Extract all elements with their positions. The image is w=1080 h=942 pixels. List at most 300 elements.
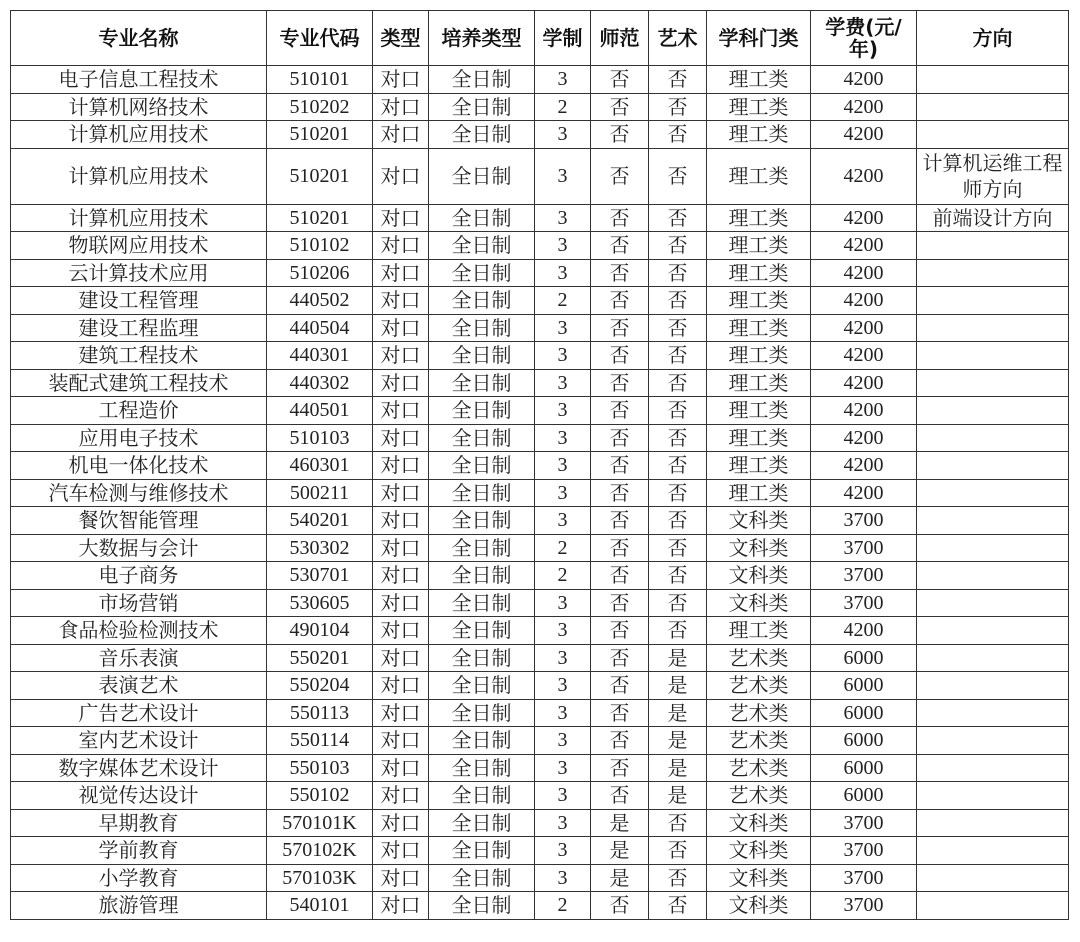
cell-category: 理工类	[707, 232, 811, 260]
cell-direction	[917, 507, 1069, 535]
cell-normal: 否	[591, 699, 649, 727]
cell-duration: 3	[535, 809, 591, 837]
cell-category: 理工类	[707, 287, 811, 315]
cell-normal: 否	[591, 93, 649, 121]
cell-category: 理工类	[707, 314, 811, 342]
cell-type: 对口	[373, 148, 429, 204]
cell-duration: 3	[535, 507, 591, 535]
table-row	[11, 259, 1069, 287]
cell-direction	[917, 66, 1069, 94]
cell-normal: 否	[591, 617, 649, 645]
cell-training-type: 全日制	[429, 727, 535, 755]
cell-normal: 否	[591, 892, 649, 920]
cell-normal: 是	[591, 809, 649, 837]
cell-normal: 否	[591, 342, 649, 370]
cell-direction	[917, 397, 1069, 425]
table-row	[11, 507, 1069, 535]
cell-tuition: 4200	[811, 259, 917, 287]
cell-major-code: 510206	[267, 259, 373, 287]
cell-tuition: 4200	[811, 121, 917, 149]
cell-art: 是	[649, 699, 707, 727]
cell-tuition: 3700	[811, 507, 917, 535]
cell-type: 对口	[373, 589, 429, 617]
table-row	[11, 397, 1069, 425]
cell-category: 理工类	[707, 617, 811, 645]
cell-tuition: 3700	[811, 589, 917, 617]
cell-duration: 3	[535, 66, 591, 94]
cell-direction	[917, 644, 1069, 672]
cell-duration: 3	[535, 424, 591, 452]
cell-major-name: 装配式建筑工程技术	[11, 369, 267, 397]
table-row	[11, 617, 1069, 645]
cell-major-code: 540201	[267, 507, 373, 535]
cell-major-code: 510102	[267, 232, 373, 260]
cell-tuition: 4200	[811, 204, 917, 232]
table-row	[11, 754, 1069, 782]
cell-art: 否	[649, 148, 707, 204]
cell-type: 对口	[373, 672, 429, 700]
cell-major-code: 550102	[267, 782, 373, 810]
cell-major-name: 食品检验检测技术	[11, 617, 267, 645]
cell-art: 否	[649, 534, 707, 562]
cell-art: 否	[649, 204, 707, 232]
cell-major-code: 510202	[267, 93, 373, 121]
cell-major-name: 机电一体化技术	[11, 452, 267, 480]
cell-major-code: 510201	[267, 148, 373, 204]
cell-direction	[917, 121, 1069, 149]
cell-art: 否	[649, 562, 707, 590]
cell-tuition: 6000	[811, 727, 917, 755]
table-row	[11, 287, 1069, 315]
cell-training-type: 全日制	[429, 452, 535, 480]
cell-duration: 3	[535, 589, 591, 617]
header-normal: 师范	[591, 11, 649, 66]
cell-direction: 计算机运维工程师方向	[917, 148, 1069, 204]
cell-tuition: 4200	[811, 617, 917, 645]
cell-major-code: 440301	[267, 342, 373, 370]
cell-category: 理工类	[707, 369, 811, 397]
cell-direction	[917, 892, 1069, 920]
table-row	[11, 589, 1069, 617]
cell-category: 艺术类	[707, 782, 811, 810]
cell-type: 对口	[373, 534, 429, 562]
cell-duration: 3	[535, 369, 591, 397]
cell-major-name: 市场营销	[11, 589, 267, 617]
cell-type: 对口	[373, 507, 429, 535]
cell-type: 对口	[373, 232, 429, 260]
cell-major-name: 建设工程管理	[11, 287, 267, 315]
cell-normal: 否	[591, 232, 649, 260]
table-row	[11, 727, 1069, 755]
cell-tuition: 4200	[811, 424, 917, 452]
cell-training-type: 全日制	[429, 534, 535, 562]
cell-direction	[917, 259, 1069, 287]
header-type: 类型	[373, 11, 429, 66]
cell-training-type: 全日制	[429, 479, 535, 507]
cell-type: 对口	[373, 204, 429, 232]
cell-category: 理工类	[707, 397, 811, 425]
cell-major-code: 550113	[267, 699, 373, 727]
cell-duration: 2	[535, 892, 591, 920]
cell-tuition: 3700	[811, 562, 917, 590]
cell-direction	[917, 672, 1069, 700]
cell-type: 对口	[373, 727, 429, 755]
cell-major-name: 工程造价	[11, 397, 267, 425]
table-row	[11, 121, 1069, 149]
cell-duration: 3	[535, 204, 591, 232]
cell-normal: 否	[591, 287, 649, 315]
cell-tuition: 4200	[811, 342, 917, 370]
cell-major-code: 550204	[267, 672, 373, 700]
cell-tuition: 6000	[811, 782, 917, 810]
majors-table	[10, 10, 1069, 920]
header-row	[11, 11, 1069, 66]
cell-training-type: 全日制	[429, 507, 535, 535]
table-row	[11, 562, 1069, 590]
cell-tuition: 3700	[811, 892, 917, 920]
cell-major-code: 510101	[267, 66, 373, 94]
cell-training-type: 全日制	[429, 66, 535, 94]
header-major-code: 专业代码	[267, 11, 373, 66]
cell-art: 否	[649, 287, 707, 315]
cell-direction	[917, 589, 1069, 617]
cell-major-name: 应用电子技术	[11, 424, 267, 452]
cell-training-type: 全日制	[429, 617, 535, 645]
cell-type: 对口	[373, 644, 429, 672]
cell-major-name: 表演艺术	[11, 672, 267, 700]
cell-direction	[917, 534, 1069, 562]
cell-training-type: 全日制	[429, 589, 535, 617]
table-row	[11, 672, 1069, 700]
cell-tuition: 4200	[811, 369, 917, 397]
cell-duration: 3	[535, 672, 591, 700]
table-row	[11, 66, 1069, 94]
cell-training-type: 全日制	[429, 672, 535, 700]
cell-normal: 否	[591, 782, 649, 810]
cell-type: 对口	[373, 562, 429, 590]
cell-major-code: 530605	[267, 589, 373, 617]
cell-category: 理工类	[707, 148, 811, 204]
table-row	[11, 644, 1069, 672]
cell-normal: 否	[591, 204, 649, 232]
cell-normal: 否	[591, 369, 649, 397]
table-row	[11, 314, 1069, 342]
cell-normal: 是	[591, 837, 649, 865]
cell-tuition: 6000	[811, 672, 917, 700]
cell-duration: 3	[535, 397, 591, 425]
cell-duration: 3	[535, 754, 591, 782]
cell-tuition: 6000	[811, 754, 917, 782]
cell-major-name: 餐饮智能管理	[11, 507, 267, 535]
cell-type: 对口	[373, 782, 429, 810]
cell-major-name: 汽车检测与维修技术	[11, 479, 267, 507]
cell-type: 对口	[373, 121, 429, 149]
cell-major-code: 550201	[267, 644, 373, 672]
cell-normal: 否	[591, 727, 649, 755]
cell-major-code: 510201	[267, 204, 373, 232]
cell-normal: 否	[591, 314, 649, 342]
cell-tuition: 4200	[811, 397, 917, 425]
cell-art: 是	[649, 672, 707, 700]
cell-art: 否	[649, 397, 707, 425]
header-direction: 方向	[917, 11, 1069, 66]
cell-normal: 否	[591, 589, 649, 617]
cell-art: 否	[649, 369, 707, 397]
cell-type: 对口	[373, 259, 429, 287]
cell-art: 否	[649, 837, 707, 865]
cell-major-code: 460301	[267, 452, 373, 480]
cell-type: 对口	[373, 342, 429, 370]
cell-tuition: 6000	[811, 699, 917, 727]
cell-duration: 2	[535, 534, 591, 562]
cell-type: 对口	[373, 452, 429, 480]
cell-tuition: 3700	[811, 864, 917, 892]
cell-type: 对口	[373, 837, 429, 865]
cell-major-name: 云计算技术应用	[11, 259, 267, 287]
cell-category: 文科类	[707, 534, 811, 562]
cell-type: 对口	[373, 314, 429, 342]
cell-direction	[917, 452, 1069, 480]
cell-training-type: 全日制	[429, 782, 535, 810]
cell-direction	[917, 369, 1069, 397]
table-row	[11, 864, 1069, 892]
cell-training-type: 全日制	[429, 259, 535, 287]
table-row	[11, 369, 1069, 397]
cell-training-type: 全日制	[429, 754, 535, 782]
majors-table-container	[10, 10, 1069, 920]
cell-art: 是	[649, 644, 707, 672]
cell-normal: 否	[591, 644, 649, 672]
cell-major-code: 570102K	[267, 837, 373, 865]
cell-type: 对口	[373, 287, 429, 315]
cell-category: 理工类	[707, 121, 811, 149]
table-row	[11, 837, 1069, 865]
cell-art: 是	[649, 727, 707, 755]
cell-tuition: 4200	[811, 232, 917, 260]
cell-duration: 2	[535, 287, 591, 315]
cell-major-code: 500211	[267, 479, 373, 507]
cell-category: 艺术类	[707, 644, 811, 672]
cell-art: 否	[649, 424, 707, 452]
cell-normal: 否	[591, 672, 649, 700]
cell-major-name: 早期教育	[11, 809, 267, 837]
cell-category: 艺术类	[707, 754, 811, 782]
cell-major-name: 旅游管理	[11, 892, 267, 920]
cell-duration: 3	[535, 782, 591, 810]
cell-major-code: 570103K	[267, 864, 373, 892]
cell-type: 对口	[373, 397, 429, 425]
cell-training-type: 全日制	[429, 314, 535, 342]
cell-type: 对口	[373, 864, 429, 892]
cell-art: 否	[649, 342, 707, 370]
cell-category: 艺术类	[707, 672, 811, 700]
cell-category: 艺术类	[707, 699, 811, 727]
cell-major-name: 建筑工程技术	[11, 342, 267, 370]
cell-art: 否	[649, 452, 707, 480]
cell-direction	[917, 864, 1069, 892]
cell-tuition: 4200	[811, 148, 917, 204]
cell-major-name: 计算机应用技术	[11, 148, 267, 204]
header-art: 艺术	[649, 11, 707, 66]
cell-major-code: 510201	[267, 121, 373, 149]
cell-category: 理工类	[707, 204, 811, 232]
cell-duration: 2	[535, 93, 591, 121]
cell-training-type: 全日制	[429, 864, 535, 892]
cell-tuition: 6000	[811, 644, 917, 672]
cell-type: 对口	[373, 699, 429, 727]
table-row	[11, 699, 1069, 727]
cell-major-name: 大数据与会计	[11, 534, 267, 562]
cell-art: 否	[649, 314, 707, 342]
cell-duration: 3	[535, 479, 591, 507]
cell-training-type: 全日制	[429, 397, 535, 425]
cell-normal: 否	[591, 148, 649, 204]
cell-major-name: 电子商务	[11, 562, 267, 590]
cell-art: 否	[649, 232, 707, 260]
cell-duration: 3	[535, 727, 591, 755]
cell-normal: 否	[591, 452, 649, 480]
cell-training-type: 全日制	[429, 342, 535, 370]
cell-major-name: 室内艺术设计	[11, 727, 267, 755]
cell-duration: 3	[535, 617, 591, 645]
cell-normal: 否	[591, 66, 649, 94]
cell-category: 文科类	[707, 864, 811, 892]
cell-direction	[917, 424, 1069, 452]
cell-art: 否	[649, 617, 707, 645]
cell-type: 对口	[373, 754, 429, 782]
table-row	[11, 809, 1069, 837]
cell-duration: 3	[535, 452, 591, 480]
cell-direction	[917, 809, 1069, 837]
cell-training-type: 全日制	[429, 809, 535, 837]
header-training-type: 培养类型	[429, 11, 535, 66]
cell-major-name: 电子信息工程技术	[11, 66, 267, 94]
cell-direction	[917, 562, 1069, 590]
cell-normal: 否	[591, 754, 649, 782]
cell-duration: 3	[535, 232, 591, 260]
cell-direction	[917, 837, 1069, 865]
cell-major-name: 建设工程监理	[11, 314, 267, 342]
cell-tuition: 4200	[811, 66, 917, 94]
cell-art: 否	[649, 259, 707, 287]
cell-duration: 3	[535, 864, 591, 892]
cell-direction	[917, 314, 1069, 342]
table-row	[11, 782, 1069, 810]
cell-duration: 2	[535, 562, 591, 590]
cell-art: 否	[649, 93, 707, 121]
cell-direction	[917, 479, 1069, 507]
cell-tuition: 3700	[811, 534, 917, 562]
cell-type: 对口	[373, 424, 429, 452]
cell-major-code: 440302	[267, 369, 373, 397]
cell-category: 理工类	[707, 259, 811, 287]
cell-training-type: 全日制	[429, 204, 535, 232]
cell-major-name: 小学教育	[11, 864, 267, 892]
cell-major-code: 550114	[267, 727, 373, 755]
cell-major-name: 音乐表演	[11, 644, 267, 672]
cell-tuition: 3700	[811, 809, 917, 837]
cell-duration: 3	[535, 699, 591, 727]
cell-major-name: 计算机应用技术	[11, 204, 267, 232]
cell-art: 是	[649, 754, 707, 782]
table-row	[11, 148, 1069, 204]
cell-art: 否	[649, 809, 707, 837]
cell-normal: 否	[591, 424, 649, 452]
cell-category: 理工类	[707, 66, 811, 94]
cell-category: 理工类	[707, 93, 811, 121]
cell-type: 对口	[373, 93, 429, 121]
table-row	[11, 424, 1069, 452]
cell-major-code: 530302	[267, 534, 373, 562]
table-row	[11, 534, 1069, 562]
cell-art: 否	[649, 892, 707, 920]
cell-major-code: 570101K	[267, 809, 373, 837]
cell-direction	[917, 287, 1069, 315]
header-duration: 学制	[535, 11, 591, 66]
cell-direction: 前端设计方向	[917, 204, 1069, 232]
cell-direction	[917, 699, 1069, 727]
cell-training-type: 全日制	[429, 562, 535, 590]
cell-major-code: 490104	[267, 617, 373, 645]
cell-training-type: 全日制	[429, 699, 535, 727]
cell-category: 文科类	[707, 562, 811, 590]
cell-major-name: 广告艺术设计	[11, 699, 267, 727]
cell-duration: 3	[535, 837, 591, 865]
cell-category: 理工类	[707, 479, 811, 507]
cell-art: 否	[649, 589, 707, 617]
cell-training-type: 全日制	[429, 837, 535, 865]
cell-duration: 3	[535, 644, 591, 672]
cell-training-type: 全日制	[429, 424, 535, 452]
cell-duration: 3	[535, 342, 591, 370]
cell-category: 理工类	[707, 342, 811, 370]
cell-category: 文科类	[707, 837, 811, 865]
table-row	[11, 232, 1069, 260]
cell-training-type: 全日制	[429, 892, 535, 920]
cell-type: 对口	[373, 66, 429, 94]
cell-art: 否	[649, 479, 707, 507]
cell-major-code: 530701	[267, 562, 373, 590]
cell-category: 理工类	[707, 452, 811, 480]
cell-art: 否	[649, 864, 707, 892]
cell-tuition: 4200	[811, 287, 917, 315]
cell-major-code: 440502	[267, 287, 373, 315]
cell-tuition: 4200	[811, 479, 917, 507]
cell-art: 是	[649, 782, 707, 810]
table-row	[11, 452, 1069, 480]
cell-normal: 否	[591, 121, 649, 149]
cell-category: 理工类	[707, 424, 811, 452]
table-body	[11, 66, 1069, 920]
cell-direction	[917, 727, 1069, 755]
cell-duration: 3	[535, 121, 591, 149]
cell-duration: 3	[535, 259, 591, 287]
cell-direction	[917, 754, 1069, 782]
cell-normal: 否	[591, 534, 649, 562]
cell-direction	[917, 342, 1069, 370]
cell-tuition: 4200	[811, 93, 917, 121]
cell-art: 否	[649, 507, 707, 535]
cell-major-code: 440501	[267, 397, 373, 425]
header-tuition: 学费(元/年)	[811, 11, 917, 66]
cell-normal: 否	[591, 479, 649, 507]
cell-normal: 否	[591, 562, 649, 590]
cell-direction	[917, 782, 1069, 810]
cell-training-type: 全日制	[429, 369, 535, 397]
cell-tuition: 4200	[811, 314, 917, 342]
table-row	[11, 342, 1069, 370]
cell-major-name: 计算机网络技术	[11, 93, 267, 121]
